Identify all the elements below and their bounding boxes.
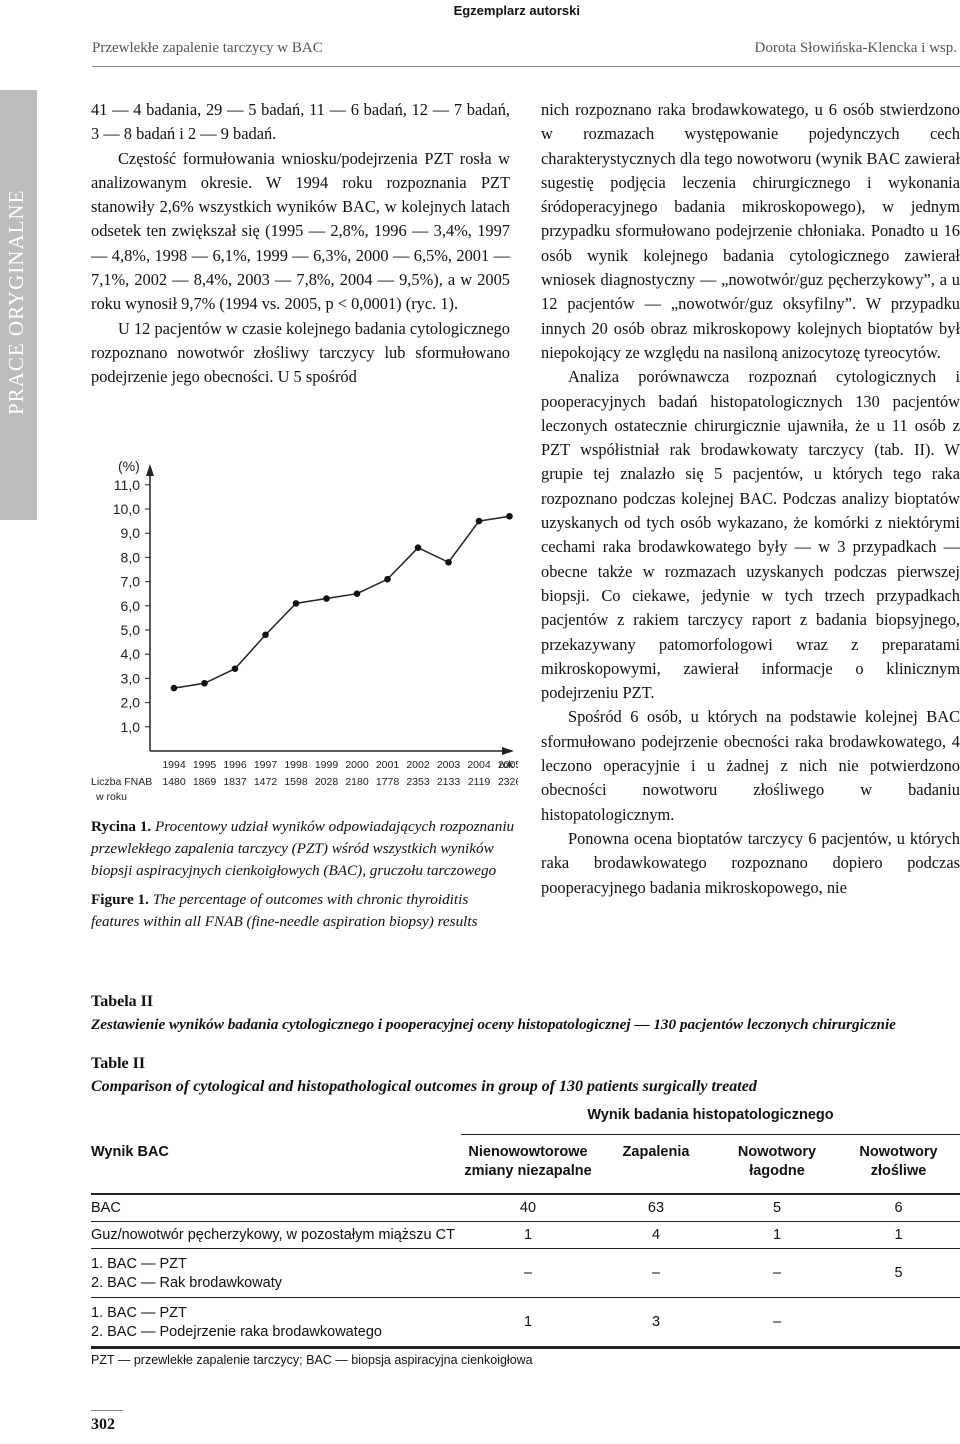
copy-tag: Egzemplarz autorski (453, 3, 580, 18)
table-cell: 1 (461, 1222, 595, 1249)
paragraph: 41 — 4 badania, 29 — 5 badań, 11 — 6 badań, 12 — 7 badań, 3 — 8 badań i 2 — 9 badań. (91, 100, 510, 144)
x-tick-label: 2001 (375, 759, 400, 771)
column-header: Nowotwory łagodne (737, 1144, 817, 1179)
data-point (293, 600, 300, 607)
line-chart (88, 452, 518, 804)
table-cell: – (461, 1249, 595, 1298)
fnab-count: 2119 (467, 776, 491, 788)
y-tick-label: 10,0 (112, 501, 140, 517)
group-header: Wynik badania histopatologicznego (461, 1096, 960, 1135)
data-point (171, 685, 178, 692)
right-column-text (541, 98, 960, 900)
y-tick-label: 7,0 (120, 573, 140, 590)
table-cell: 3 (595, 1298, 717, 1347)
table-row (91, 1194, 960, 1222)
caption-pl-text: Procentowy udział wyników odpowiadających rozpoznaniu przewlekłego zapalenia tarczycy (PZT) wśród wszystkich wyników biopsji aspiracyjnych cienkoigłowych (BAC), gruczołu tarczowego (91, 818, 515, 879)
table-corner (91, 1096, 461, 1135)
x-tick-label: 1998 (284, 759, 308, 771)
x-axis-arrow (502, 747, 514, 755)
running-head-authors: Dorota Słowińska-Klencka i wsp. (754, 40, 957, 56)
x-tick-label: 2004 (467, 759, 491, 771)
x-tick-label: 200 (497, 759, 516, 771)
row-label: BAC (91, 1194, 461, 1222)
section-label: PRACE ORYGINALNE (4, 189, 28, 415)
paragraph: Analiza porównawcza rozpoznań cytologicznych i pooperacyjnych badań histopatologicznych 130 pacjentów leczonych ostatecznie chirurgicznie ujawniła, że u 11 osób z PZT współistniał rak brodawkowaty tarczycy (tab. II). W grupie tej znalazło się 5 pacjentów, u których tego raka rozpoznano podczas kolejnej BAC. Podczas analizy bioptatów uzyskanych od tych osób wykazano, że komórki z niektórymi cechami raka brodawkowatego były — w 3 przypadkach — obecne także w rozmazach uzyskanych podczas pierwszej biopsji. Co ciekawe, jedynie w tych trzech przypadkach pacjentów z rakiem tarczycy raport z badania biopsyjnego, przekazywany patomorfologowi wraz z preparatami mikroskopowymi, zawierał informacje o klinicznym podejrzeniu PZT. (541, 367, 960, 703)
table-footnote: PZT — przewlekłe zapalenie tarczycy; BAC — biopsja aspiracyjna cienkoigłowa (91, 1353, 533, 1367)
table-cell: 63 (595, 1194, 717, 1222)
y-tick-label: 2,0 (120, 694, 140, 711)
y-tick-label: 9,0 (120, 525, 140, 542)
paragraph: nich rozpoznano raka brodawkowatego, u 6 osób stwierdzono w rozmazach występowanie pojedynczych cech charakterystycznych dla tego nowotworu (wynik BAC zawierał sugestię podjęcia leczenia chirurgicznego i wykonania śródoperacyjnego badania mikroskopowego), w jednym przypadku sformułowano podejrzenie chłoniaka. Ponadto u 16 osób wynik kolejnego badania cytologicznego zawierał wniosek diagnostyczny — „nowotwór/guz pęcherzykowy”, a u 12 pacjentów — „nowotwór/guz oksyfilny”. W przypadku innych 20 osób obraz mikroskopowy kolejnych bioptatów był niepokojący ze względu na nasiloną anizocytozę tyreocytów. (541, 100, 960, 362)
x-tick-label: 1999 (314, 759, 339, 771)
row-label-line: 1. BAC — PZT (91, 1255, 187, 1272)
table-cell: 1 (837, 1222, 960, 1249)
caption-en-text: The percentage of outcomes with chronic thyroiditis features within all FNAB (fine-needle aspiration biopsy) results (91, 891, 478, 930)
fnab-count: 232 (497, 776, 516, 788)
column-header: Nienowowtorowe zmiany niezapalne (464, 1144, 592, 1179)
paragraph: U 12 pacjentów w czasie kolejnego badania cytologicznego rozpoznano nowotwór złośliwy tarczycy lub sformułowano podejrzenie jego obecności. U 5 spośród (91, 318, 510, 387)
caption-pl (91, 816, 516, 882)
data-point (354, 590, 361, 597)
x-tick-label: 1997 (253, 759, 278, 771)
y-tick-label: 8,0 (120, 549, 140, 566)
row-label-line: 1. BAC — PZT (91, 1304, 187, 1321)
x-tick-label: 2002 (406, 759, 430, 771)
row-label (91, 1298, 461, 1347)
page-number-rule (91, 1410, 123, 1411)
left-column-text (91, 98, 510, 390)
page-number: 302 (91, 1416, 115, 1433)
fnab-count: 1472 (253, 776, 278, 788)
fnab-count: 1598 (284, 776, 308, 788)
x-tick-label: 1994 (162, 759, 186, 771)
table-title-en: Comparison of cytological and histopathological outcomes in group of 130 patients surgically treated (91, 1078, 757, 1095)
row-label: Guz/nowotwór pęcherzykowy, w pozostałym miąższu CT (91, 1222, 461, 1249)
table-title-block (91, 990, 960, 1098)
data-point (323, 595, 330, 602)
y-tick-label: 1,0 (120, 718, 140, 735)
header-rule (92, 66, 960, 67)
data-point (506, 513, 513, 520)
y-tick-label: 4,0 (120, 646, 140, 663)
data-point (262, 632, 269, 639)
table-cell: – (717, 1249, 837, 1298)
fnab-count: 2353 (406, 776, 430, 788)
caption-pl-label: Rycina 1. (91, 818, 152, 835)
data-point (232, 665, 239, 672)
table-cell: – (717, 1298, 837, 1347)
figure-1-chart (88, 452, 518, 804)
table-cell (837, 1298, 960, 1347)
table-cell: 5 (837, 1249, 960, 1298)
x-tick-label: 2003 (436, 759, 461, 771)
data-point (445, 559, 452, 566)
table-row (91, 1222, 960, 1249)
running-head-title: Przewlekłe zapalenie tarczycy w BAC (92, 40, 323, 56)
table-row (91, 1298, 960, 1347)
row-label (91, 1249, 461, 1298)
y-axis-arrow (146, 464, 154, 476)
caption-en (91, 889, 516, 933)
fnab-count: 2028 (314, 776, 339, 788)
fnab-count: 1480 (162, 776, 186, 788)
data-point (201, 680, 208, 687)
figure-caption (91, 816, 516, 940)
x-tick-label: 1996 (223, 759, 247, 771)
results-table (91, 1096, 960, 1367)
y-tick-label: 5,0 (120, 622, 140, 638)
row-label-line: 2. BAC — Rak brodawkowaty (91, 1274, 282, 1291)
table-cell: 5 (717, 1194, 837, 1222)
table-title-pl: Zestawienie wyników badania cytologicznego i pooperacyjnej oceny histopatologicznej — 130 pacjentów leczonych chirurgicznie (91, 1016, 896, 1033)
y-tick-label: 11,0 (113, 476, 140, 493)
fnab-row-label-2: w roku (96, 791, 127, 803)
row-label-line: 2. BAC — Podejrzenie raka brodawkowatego (91, 1323, 382, 1340)
table-cell: 6 (837, 1194, 960, 1222)
table-label-pl: Tabela II (91, 993, 154, 1010)
data-point (476, 518, 483, 525)
series-line (174, 516, 510, 688)
paragraph: Spośród 6 osób, u których na podstawie kolejnej BAC sformułowano podejrzenie obecności raka brodawkowatego, 4 leczono operacyjnie i u żadnej z nich nie potwierdzono obecności nowotworu złośliwego w badaniu histopatologicznym. (541, 707, 960, 824)
paragraph: Częstość formułowania wniosku/podejrzenia PZT rosła w analizowanym okresie. W 1994 roku rozpoznania PZT stanowiły 2,6% wszystkich wyników BAC, w kolejnych latach odsetek ten zwiększał się (1995 — 2,8%, 1996 — 3,4%, 1997 — 4,8%, 1998 — 6,1%, 1999 — 6,3%, 2000 — 6,5%, 2001 — 7,1%, 2002 — 8,4%, 2003 — 7,8%, 2004 — 9,5%), a w 2005 roku wynosił 9,7% (1994 vs. 2005, p < 0,0001) (ryc. 1). (91, 148, 510, 314)
fnab-count: 2180 (345, 776, 369, 788)
header-row (91, 1135, 960, 1194)
fnab-row-label: Liczba FNAB (91, 776, 153, 788)
data-point (384, 576, 391, 583)
x-tick-label: 1995 (192, 759, 217, 771)
table-cell: 4 (595, 1222, 717, 1249)
y-tick-label: 6,0 (120, 597, 140, 614)
data-point (415, 544, 422, 551)
fnab-count: 1869 (192, 776, 217, 788)
fnab-count: 1837 (223, 776, 247, 788)
table-cell: 1 (461, 1298, 595, 1347)
column-header: Wynik BAC (91, 1143, 169, 1160)
table-cell: 40 (461, 1194, 595, 1222)
fnab-count: 2133 (436, 776, 461, 788)
fnab-count: 1778 (375, 776, 400, 788)
table-label-en: Table II (91, 1055, 146, 1072)
table-cell: – (595, 1249, 717, 1298)
table-cell: 1 (717, 1222, 837, 1249)
paragraph: Ponowna ocena bioptatów tarczycy 6 pacjentów, u których raka brodawkowatego rozpoznano dopiero podczas pooperacyjnego badania mikroskopowego, nie (541, 828, 960, 897)
column-header: Zapalenia (622, 1144, 690, 1160)
y-axis-label: (%) (118, 458, 140, 474)
table-row (91, 1249, 960, 1298)
x-axis-label: rok (499, 759, 514, 771)
y-tick-label: 3,0 (120, 670, 140, 687)
column-header: Nowotwory złośliwe (859, 1144, 938, 1179)
x-tick-label: 2000 (345, 759, 369, 771)
caption-en-label: Figure 1. (91, 891, 149, 908)
